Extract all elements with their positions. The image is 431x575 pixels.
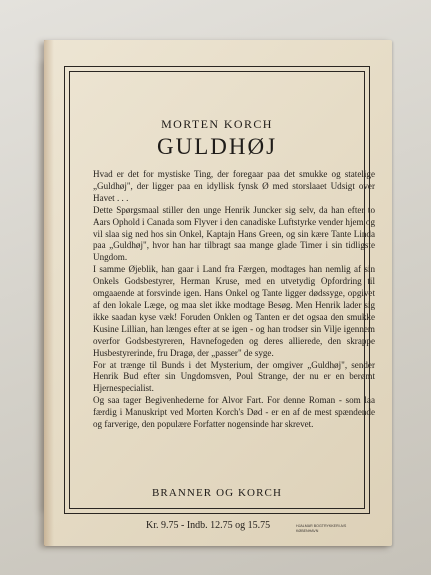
printer-imprint (296, 524, 350, 533)
book-title: GULDHØJ (156, 134, 278, 159)
printer-line: KØBENHAVN (296, 528, 319, 533)
blurb-paragraph: Og saa tager Begivenhederne for Alvor Fart. For denne Roman - som laa færdig i Manuskript ved Morten Korch's Død - er en af de mest spændende og farverige, den populære Forfatter nogensinde har skrevet. (93, 395, 375, 430)
price-line: Kr. 9.75 - Indb. 12.75 og 15.75 (146, 520, 271, 531)
printer-line: HJALMAR BOGTRYKKERI A/S (296, 524, 347, 528)
blurb-paragraph: I samme Øjeblik, han gaar i Land fra Færgen, modtages han nemlig af sin Onkels Godsbestyrer, Herman Kruse, med en utvetydig Opfordring til omgaaende at forsvinde igen. Hans Onkel og Tante ligger dødssyge, opgivet af den lokale Læge, og maa slet ikke modtage Besøg. Men Henrik lader sig ikke saadan kyse væk! Foruden Onklen og Tanten er det ogsaa den smukke Kusine Lillian, han længes efter at se igen - og han trodser sin Vilje igennem overfor Godsbestyreren, Havnefogeden og deres allierede, den skrappe Husbestyrerinde, fru Dragø, der „passer" de syge. (93, 264, 375, 358)
book-back-cover (44, 40, 392, 546)
publisher-name: BRANNER OG KORCH (151, 487, 283, 499)
blurb-text (93, 169, 375, 431)
blurb-paragraph: Dette Spørgsmaal stiller den unge Henrik Juncker sig selv, da han efter to Aars Ophold i Canada som Flyver i den canadiske Luftstyrke vender hjem og vil slaa sig ned hos sin Onkel, Kaptajn Hans Green, og sin kære Tante Linda paa „Guldhøj", hvor han har tilbragt saa mange glade Timer i sin tidligste Ungdom. (93, 204, 375, 263)
blurb-paragraph: For at trænge til Bunds i det Mysterium, der omgiver „Guldhøj", sender Henrik Bud efter sin Ungdomsven, Poul Strange, der nu er en berømt Hjernespecialist. (93, 359, 375, 394)
blurb-paragraph: Hvad er det for mystiske Ting, der foregaar paa det smukke og statelige „Guldhøj", der ligger paa en idyllisk fynsk Ø med storslaaet Udsigt over Havet . . . (93, 169, 375, 203)
outer-frame (64, 66, 375, 514)
author-name: MORTEN KORCH (161, 117, 273, 131)
